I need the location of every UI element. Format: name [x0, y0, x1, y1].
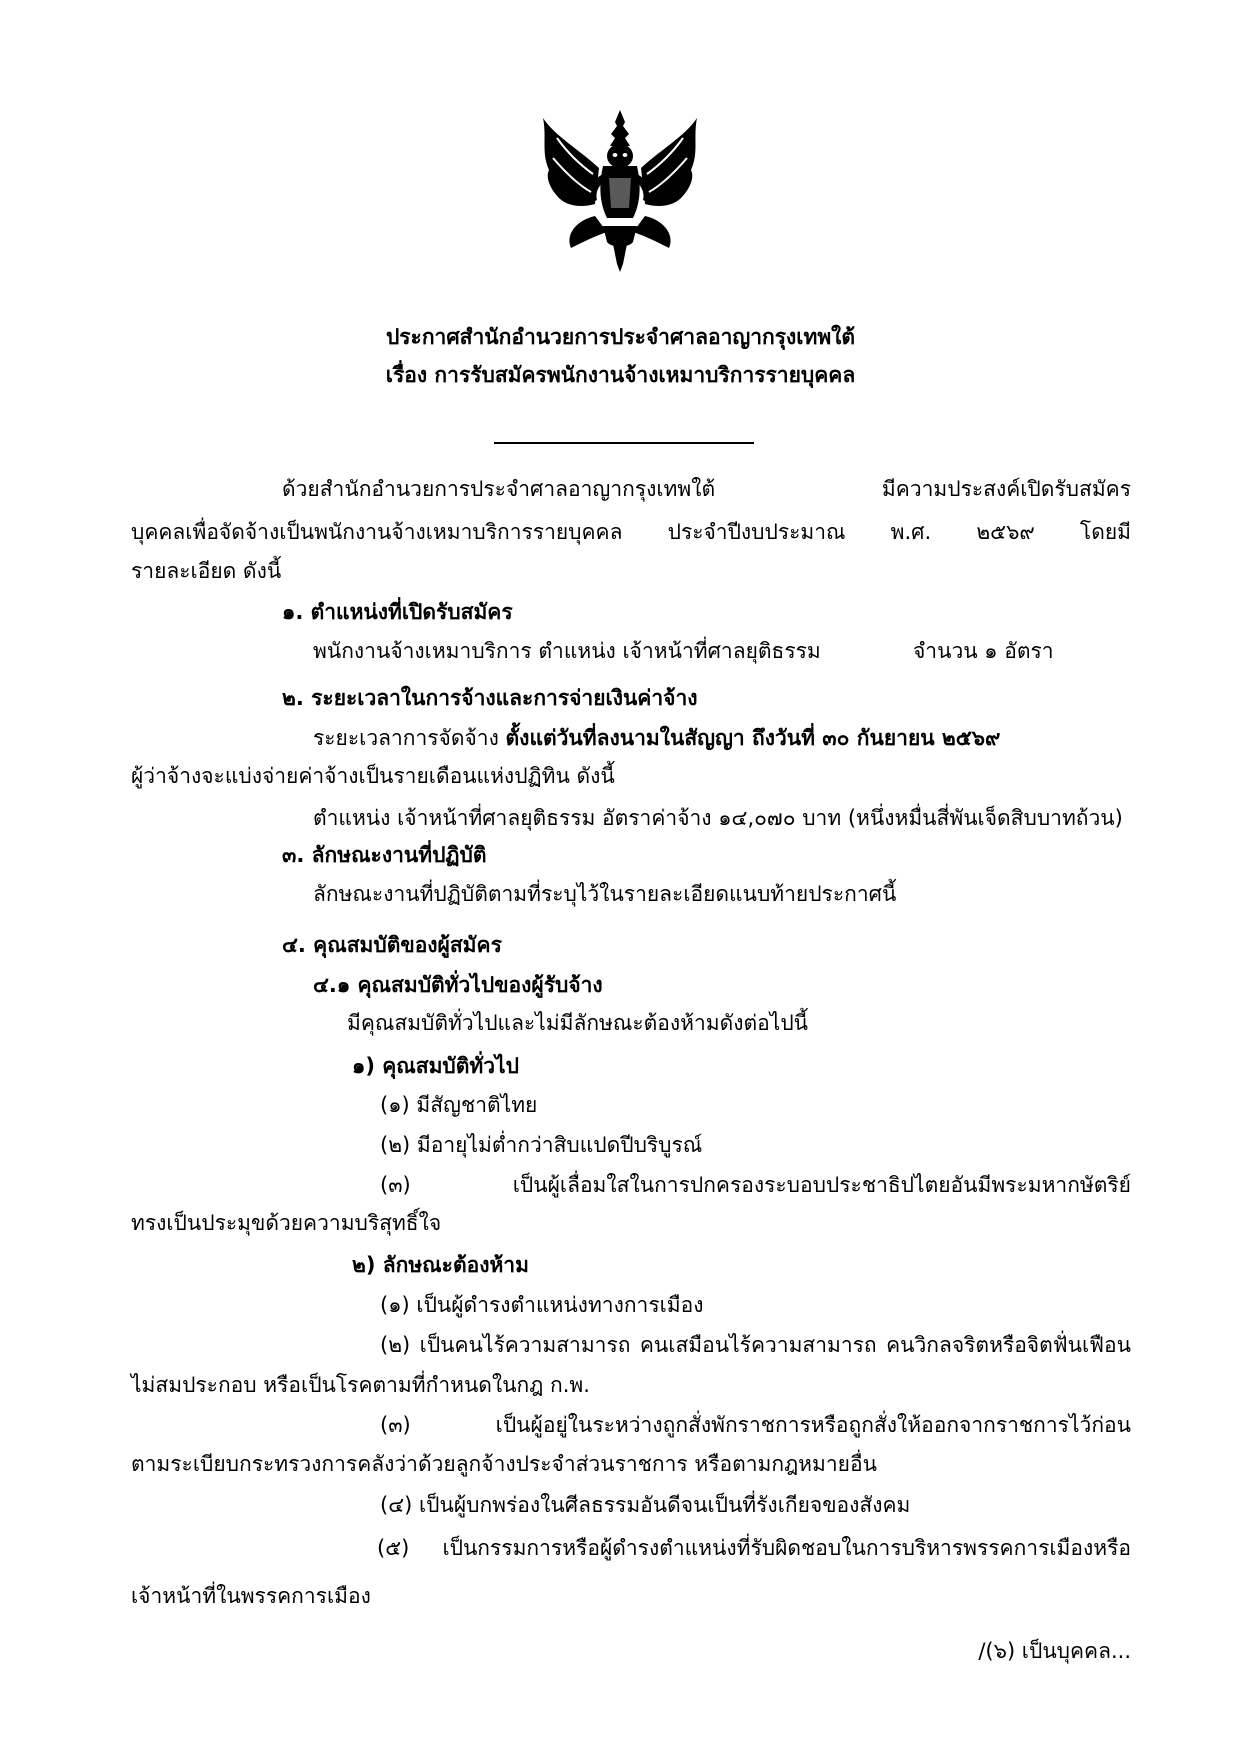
announcement-subject: เรื่อง การรับสมัครพนักงานจ้างเหมาบริการรายบุคคล	[385, 363, 856, 387]
section-3-text: ลักษณะงานที่ปฏิบัติตามที่ระบุไว้ในรายละเอียดแนบท้ายประกาศนี้	[313, 882, 897, 906]
title-divider	[494, 442, 754, 444]
section-1-heading: ๑. ตำแหน่งที่เปิดรับสมัคร	[282, 600, 513, 624]
general-item-3-line-2: ทรงเป็นประมุขด้วยความบริสุทธิ์ใจ	[131, 1211, 442, 1235]
general-item-3-line-1: (๓) เป็นผู้เลื่อมใสในการปกครองระบอบประชาธิปไตยอันมีพระมหากษัตริย์	[380, 1173, 1131, 1197]
general-item-2: (๒) มีอายุไม่ต่ำกว่าสิบแปดปีบริบูรณ์	[380, 1133, 703, 1157]
prohibitions-heading: ๒) ลักษณะต้องห้าม	[352, 1253, 529, 1277]
section-1-position: พนักงานจ้างเหมาบริการ ตำแหน่ง เจ้าหน้าที่ศาลยุติธรรม	[313, 639, 821, 663]
general-item-1: (๑) มีสัญชาติไทย	[380, 1093, 538, 1117]
intro-line-3: รายละเอียด ดังนี้	[131, 559, 282, 583]
prohibit-item-2-line-1: (๒) เป็นคนไร้ความสามารถ คนเสมือนไร้ความสามารถ คนวิกลจริตหรือจิตฟั่นเฟือน	[380, 1333, 1131, 1357]
section-2-heading: ๒. ระยะเวลาในการจ้างและการจ่ายเงินค่าจ้าง	[282, 686, 698, 710]
section-3-heading: ๓. ลักษณะงานที่ปฏิบัติ	[282, 843, 487, 867]
section-1-count: จำนวน ๑ อัตรา	[913, 639, 1054, 663]
prohibit-item-1: (๑) เป็นผู้ดำรงตำแหน่งทางการเมือง	[380, 1293, 704, 1317]
period-value: ตั้งแต่วันที่ลงนามในสัญญา ถึงวันที่ ๓๐ กันยายน ๒๕๖๙	[505, 726, 1001, 750]
section-2-payment: ผู้ว่าจ้างจะแบ่งจ่ายค่าจ้างเป็นรายเดือนแห่งปฏิทิน ดังนี้	[131, 764, 615, 788]
prohibit-item-5-line-1: (๕) เป็นกรรมการหรือผู้ดำรงตำแหน่งที่รับผิดชอบในการบริหารพรรคการเมืองหรือ	[377, 1536, 1131, 1560]
continued-marker: /(๖) เป็นบุคคล...	[978, 1639, 1131, 1663]
section-4-1-intro: มีคุณสมบัติทั่วไปและไม่มีลักษณะต้องห้ามดังต่อไปนี้	[347, 1011, 809, 1035]
period-label: ระยะเวลาการจัดจ้าง	[313, 726, 499, 750]
prohibit-item-4: (๔) เป็นผู้บกพร่องในศีลธรรมอันดีจนเป็นที่รังเกียจของสังคม	[380, 1493, 911, 1517]
intro-line-2: บุคคลเพื่อจัดจ้างเป็นพนักงานจ้างเหมาบริการรายบุคคล ประจำปีงบประมาณ พ.ศ. ๒๕๖๙ โดยมี	[131, 520, 1131, 544]
section-4-heading: ๔. คุณสมบัติของผู้สมัคร	[282, 933, 502, 957]
prohibit-item-5-line-2: เจ้าหน้าที่ในพรรคการเมือง	[131, 1584, 371, 1608]
announcement-title: ประกาศสำนักอำนวยการประจำศาลอาญากรุงเทพใต้	[385, 325, 856, 349]
general-qualifications-heading: ๑) คุณสมบัติทั่วไป	[352, 1054, 519, 1078]
prohibit-item-3-line-2: ตามระเบียบกระทรวงการคลังว่าด้วยลูกจ้างประจำส่วนราชการ หรือตามกฎหมายอื่น	[131, 1452, 877, 1476]
prohibit-item-3-line-1: (๓) เป็นผู้อยู่ในระหว่างถูกสั่งพักราชการหรือถูกสั่งให้ออกจากราชการไว้ก่อน	[380, 1413, 1131, 1437]
section-2-rate: ตำแหน่ง เจ้าหน้าที่ศาลยุติธรรม อัตราค่าจ้าง ๑๔,๐๗๐ บาท (หนึ่งหมื่นสี่พันเจ็ดสิบบาทถ้วน)	[313, 806, 1123, 830]
section-2-period	[313, 723, 1000, 753]
prohibit-item-2-line-2: ไม่สมประกอบ หรือเป็นโรคตามที่กำหนดในกฎ ก.พ.	[131, 1373, 590, 1397]
section-4-1-heading: ๔.๑ คุณสมบัติทั่วไปของผู้รับจ้าง	[313, 973, 603, 997]
intro-line-1: ด้วยสำนักอำนวยการประจำศาลอาญากรุงเทพใต้ มีความประสงค์เปิดรับสมัคร	[282, 477, 1131, 501]
garuda-emblem-icon	[537, 108, 703, 273]
